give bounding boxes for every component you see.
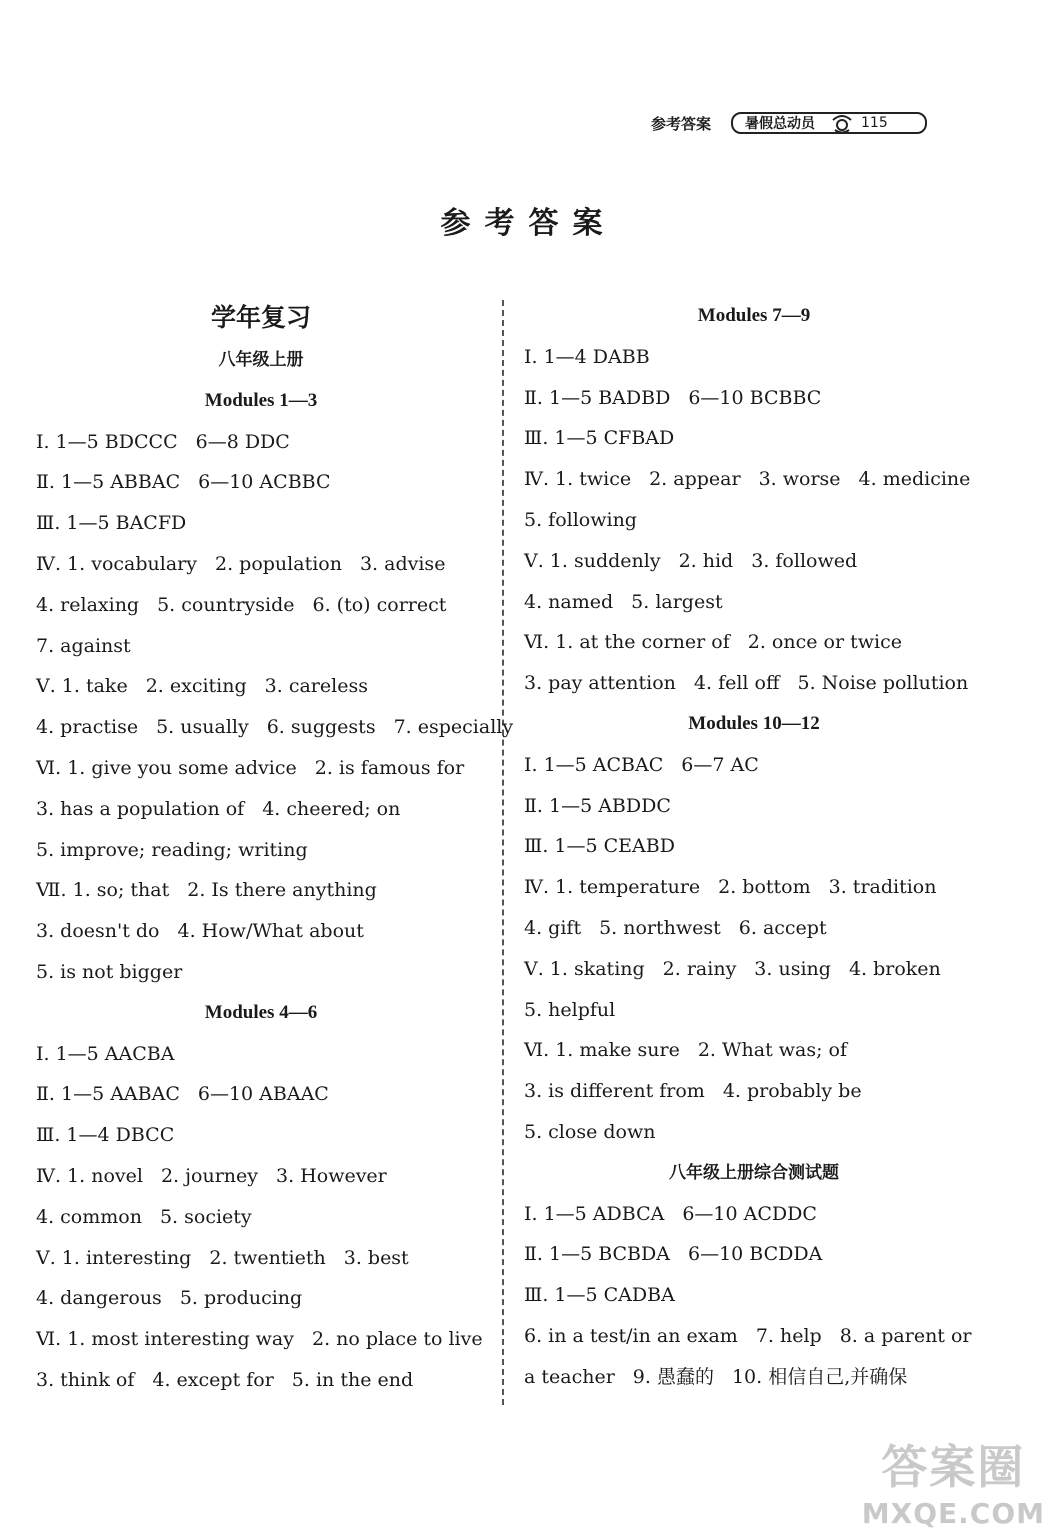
answer-line xyxy=(524,337,984,378)
answer-line xyxy=(36,707,514,748)
answer-item: 2. appear xyxy=(649,468,741,491)
answer-line xyxy=(36,1278,486,1319)
answer-item: 10. 相信自己,并确保 xyxy=(731,1365,908,1388)
answer-line xyxy=(524,418,984,459)
answer-line xyxy=(36,503,486,544)
answer-line xyxy=(524,867,984,908)
answer-item: 6. accept xyxy=(738,916,827,939)
module-heading: Modules 1—3 xyxy=(204,389,318,411)
answer-line xyxy=(36,952,486,993)
answer-line xyxy=(524,1275,984,1316)
answer-line xyxy=(36,1197,486,1238)
answer-line xyxy=(36,748,486,789)
answer-item: Ⅳ. 1. temperature xyxy=(524,876,701,899)
answer-item: Ⅵ. 1. most interesting way xyxy=(36,1328,294,1351)
answer-item: Ⅰ. 1—5 ACBAC xyxy=(524,753,664,776)
answer-item: 8. a parent or xyxy=(839,1324,972,1347)
answer-item: 2. bottom xyxy=(718,876,811,899)
answer-item: 3. worse xyxy=(758,468,841,491)
answer-item: Ⅳ. 1. novel xyxy=(36,1164,143,1187)
answer-item: 5. following xyxy=(524,508,637,531)
answer-item: 4. relaxing xyxy=(36,593,140,616)
answer-line xyxy=(524,1194,984,1235)
answer-line xyxy=(36,422,486,463)
module-heading: 八年级上册 xyxy=(218,350,304,370)
answer-item: 7. against xyxy=(36,634,131,657)
answer-item: Ⅶ. 1. so; that xyxy=(36,879,170,902)
answer-item: 2. no place to live xyxy=(311,1328,483,1351)
answer-item: 5. helpful xyxy=(524,998,616,1021)
answer-line xyxy=(524,908,984,949)
answer-item: 3. tradition xyxy=(828,876,937,899)
answer-item: Ⅴ. 1. suddenly xyxy=(524,549,661,572)
answer-item: Ⅴ. 1. interesting xyxy=(36,1246,192,1269)
answer-item: Ⅲ. 1—5 CADBA xyxy=(524,1284,675,1307)
answer-line xyxy=(524,622,984,663)
answer-line xyxy=(524,378,984,419)
answer-item: 3. think of xyxy=(36,1368,135,1391)
answer-item: 5. is not bigger xyxy=(36,960,183,983)
answer-line xyxy=(524,500,984,541)
answer-item: 2. journey xyxy=(160,1164,259,1187)
answer-item: 5. producing xyxy=(179,1287,303,1310)
answer-line xyxy=(36,1360,486,1401)
answer-line xyxy=(36,870,486,911)
answer-item: 4. common xyxy=(36,1205,142,1228)
answer-item: Ⅱ. 1—5 ABDDC xyxy=(524,794,671,817)
answer-line xyxy=(36,1074,486,1115)
answer-item: 4. except for xyxy=(152,1368,274,1391)
answer-item: Ⅳ. 1. twice xyxy=(524,468,632,491)
mascot-icon xyxy=(829,112,855,134)
answer-line xyxy=(524,990,984,1031)
answer-item: Ⅵ. 1. make sure xyxy=(524,1039,680,1062)
answer-item: 6. in a test/in an exam xyxy=(524,1324,738,1347)
answer-item: Ⅵ. 1. give you some advice xyxy=(36,756,297,779)
answer-line xyxy=(36,1115,486,1156)
answer-item: Ⅴ. 1. skating xyxy=(524,957,645,980)
answer-item: Ⅲ. 1—5 CFBAD xyxy=(524,427,675,450)
answer-item: 5. usually xyxy=(156,716,249,739)
answer-line xyxy=(524,1071,984,1112)
answer-item: 2. rainy xyxy=(662,957,737,980)
answer-item: 3. is different from xyxy=(524,1080,705,1103)
answer-line xyxy=(36,830,486,871)
answer-item: 3. pay attention xyxy=(524,672,676,695)
answer-item: 2. population xyxy=(215,552,342,575)
answer-item: Ⅰ. 1—4 DABB xyxy=(524,345,650,368)
series-badge xyxy=(731,112,927,134)
answer-item: 4. named xyxy=(524,590,614,613)
answer-line xyxy=(524,1316,984,1357)
answer-item: 4. medicine xyxy=(858,468,971,491)
module-heading: Modules 10—12 xyxy=(688,712,820,734)
answer-line xyxy=(524,582,984,623)
answer-item: 5. northwest xyxy=(599,916,721,939)
answer-item: 2. is famous for xyxy=(314,756,465,779)
answer-item: 2. hid xyxy=(678,549,734,572)
answer-line xyxy=(36,585,486,626)
answer-item: Ⅲ. 1—4 DBCC xyxy=(36,1124,175,1147)
answer-item: Ⅵ. 1. at the corner of xyxy=(524,631,730,654)
answer-item: 5. Noise pollution xyxy=(797,672,969,695)
answer-item: 6. (to) correct xyxy=(312,593,447,616)
answer-item: 2. Is there anything xyxy=(187,879,377,902)
answer-line xyxy=(524,663,984,704)
answer-item: 2. What was; of xyxy=(697,1039,848,1062)
answer-item: 3. careless xyxy=(264,675,368,698)
header-label: 参考答案 xyxy=(651,114,712,133)
answer-line xyxy=(524,459,984,500)
answer-item: 4. cheered; on xyxy=(262,797,401,820)
answer-line xyxy=(524,745,984,786)
answer-line xyxy=(36,626,486,667)
answer-item: 9. 愚蠢的 xyxy=(632,1365,714,1388)
answer-item: 4. broken xyxy=(848,957,941,980)
answer-item: 7. help xyxy=(755,1324,822,1347)
answer-item: 5. countryside xyxy=(157,593,295,616)
answer-item: 2. once or twice xyxy=(747,631,902,654)
answer-item: a teacher xyxy=(524,1365,615,1388)
answer-item: Ⅱ. 1—5 ABBAC xyxy=(36,471,181,494)
answer-item: Ⅲ. 1—5 CEABD xyxy=(524,835,675,858)
answer-line xyxy=(524,786,984,827)
answer-item: 6—10 BCBBC xyxy=(688,386,822,409)
answer-item: 3. followed xyxy=(751,549,858,572)
answer-item: 6—10 ACBBC xyxy=(198,471,331,494)
answer-item: Ⅲ. 1—5 BACFD xyxy=(36,512,187,535)
answer-item: 3. using xyxy=(754,957,831,980)
answer-item: Ⅱ. 1—5 AABAC xyxy=(36,1083,180,1106)
answer-line xyxy=(36,462,486,503)
page-title: 参考答案 xyxy=(440,206,617,241)
answer-line xyxy=(524,949,984,990)
column-divider xyxy=(502,300,504,1405)
answer-item: Ⅳ. 1. vocabulary xyxy=(36,552,197,575)
answer-line xyxy=(524,541,984,582)
answer-line xyxy=(524,1234,984,1275)
section-title: 学年复习 xyxy=(210,303,311,332)
answer-item: Ⅰ. 1—5 ADBCA xyxy=(524,1202,665,1225)
answer-item: 6—10 ABAAC xyxy=(197,1083,329,1106)
answer-item: 6. suggests xyxy=(266,716,376,739)
answer-item: 3. best xyxy=(343,1246,409,1269)
answer-item: 5. close down xyxy=(524,1120,656,1143)
answer-item: 4. dangerous xyxy=(36,1287,162,1310)
answer-item: Ⅱ. 1—5 BCBDA xyxy=(524,1243,670,1266)
answer-item: Ⅰ. 1—5 BDCCC xyxy=(36,430,178,453)
module-heading: Modules 4—6 xyxy=(204,1001,318,1023)
page-number: 115 xyxy=(861,115,888,131)
answer-line xyxy=(36,1238,486,1279)
answer-line xyxy=(524,1030,984,1071)
answer-item: 3. doesn't do xyxy=(36,920,160,943)
answer-item: 6—7 AC xyxy=(681,753,759,776)
answer-item: 5. improve; reading; writing xyxy=(36,838,308,861)
answer-item: 4. gift xyxy=(524,916,582,939)
answer-item: 3. advise xyxy=(359,552,446,575)
answer-line xyxy=(524,1112,984,1153)
answer-item: 3. However xyxy=(276,1164,387,1187)
answer-line xyxy=(36,1319,486,1360)
answer-item: 5. society xyxy=(159,1205,252,1228)
answer-item: 4. probably be xyxy=(722,1080,862,1103)
right-column xyxy=(524,296,984,1398)
answer-line xyxy=(36,1034,486,1075)
answer-item: 5. in the end xyxy=(291,1368,414,1391)
module-heading: Modules 7—9 xyxy=(697,305,811,326)
answer-line xyxy=(36,666,486,707)
watermark-logo: 答案圈 MXQE.COM xyxy=(861,1440,1045,1530)
answer-item: Ⅱ. 1—5 BADBD xyxy=(524,386,671,409)
answer-line xyxy=(36,544,486,585)
answer-line xyxy=(36,789,486,830)
running-header xyxy=(651,112,927,134)
answer-item: 6—10 BCDDA xyxy=(687,1243,823,1266)
answer-item: 5. largest xyxy=(631,590,723,613)
answer-item: 4. fell off xyxy=(693,672,780,695)
answer-item: 7. especially xyxy=(393,716,514,739)
answer-item: Ⅴ. 1. take xyxy=(36,675,128,698)
answer-line xyxy=(524,826,984,867)
answer-item: 2. twentieth xyxy=(209,1246,326,1269)
answer-line xyxy=(524,1357,984,1398)
answer-item: 3. has a population of xyxy=(36,797,245,820)
answer-item: 2. exciting xyxy=(145,675,247,698)
answer-line xyxy=(36,1156,486,1197)
answer-item: 4. practise xyxy=(36,716,139,739)
answer-item: 6—10 ACDDC xyxy=(682,1202,817,1225)
left-column xyxy=(36,296,514,1401)
answer-line xyxy=(36,911,486,952)
answer-item: 6—8 DDC xyxy=(195,430,290,453)
answer-item: Ⅰ. 1—5 AACBA xyxy=(36,1042,175,1065)
module-heading: 八年级上册综合测试题 xyxy=(669,1162,839,1183)
answer-item: 4. How/What about xyxy=(177,920,364,943)
series-name: 暑假总动员 xyxy=(745,116,816,132)
